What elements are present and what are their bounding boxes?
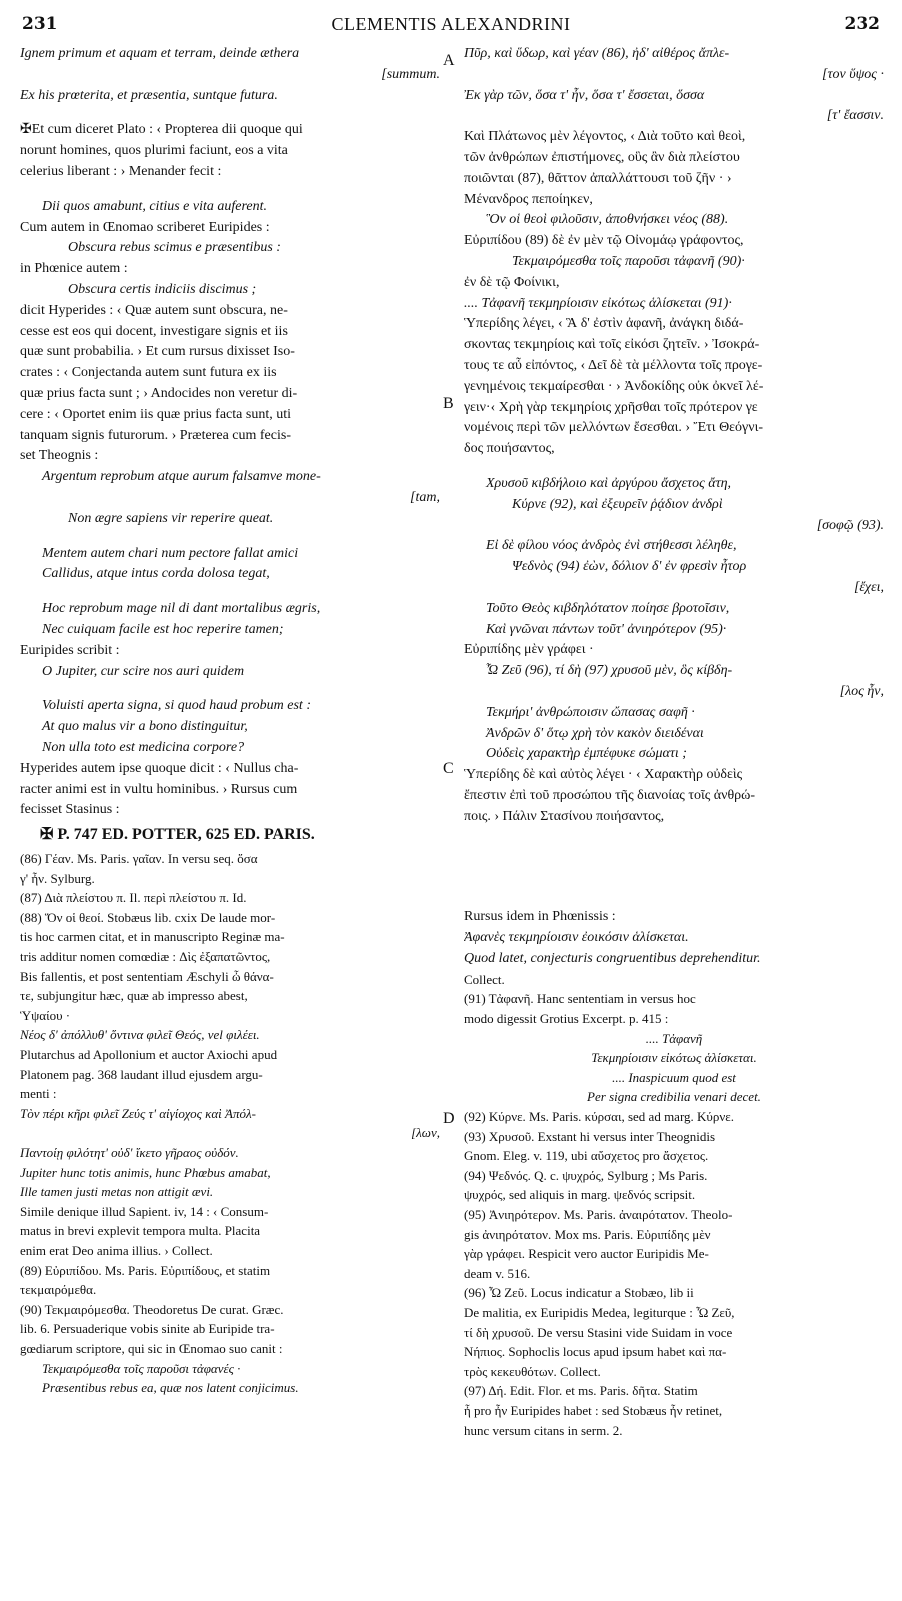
text-line: τῶν ἀνθρώπων ἐπιστήμονες, οὓς ἂν διὰ πλείστου: [464, 149, 740, 165]
text-line: Ὑπερίδης δὲ καὶ αὐτὸς λέγει · ‹ Χαρακτὴρ οὐδεὶς: [464, 767, 743, 783]
footnote-line: Per signa credibilia venari decet.: [587, 1089, 761, 1105]
footnote-line: (86) Γέαν. Ms. Paris. γαῖαν. In versu seq. ὅσα: [20, 851, 258, 867]
footnote-line: Τεκμαιρόμεσθα τοῖς παροῦσι τἀφανές ·: [42, 1360, 241, 1376]
footnote-line: modo digessit Grotius Excerpt. p. 415 :: [464, 1011, 669, 1027]
verse-line: Voluisti aperta signa, si quod haud probum est :: [42, 698, 311, 714]
footnote-line: (88) Ὅν οἱ θεοί. Stobæus lib. cxix De laude mor-: [20, 909, 276, 925]
verse-line: Τεκμήρι' ἀνθρώποισιν ὤπασας σαφῆ ·: [486, 704, 695, 720]
verse-line: [ἔχει,: [853, 579, 884, 595]
footnote-line: (97) Δή. Edit. Flor. et ms. Paris. δῆτα. Statim: [464, 1383, 698, 1399]
footnote-line: enim erat Deo anima illius. › Collect.: [20, 1242, 213, 1258]
footnote-line: τε, subjungitur hæc, quæ ab impresso abest,: [20, 988, 248, 1004]
text-line: cere : ‹ Oportet enim iis quæ prius facta sunt, uti: [20, 406, 291, 422]
footnote-line: Platonem pag. 368 laudant illud ejusdem argu-: [20, 1066, 263, 1082]
text-line: Καὶ Πλάτωνος μὲν λέγοντος, ‹ Διὰ τοῦτο καὶ θεοὶ,: [464, 129, 746, 145]
footnote-line: .... Τἀφανῆ: [645, 1030, 703, 1046]
text-line: τους τε αὖ εἰπόντος, ‹ Δεῖ δὲ τὰ μέλλοντα τοῖς προγε-: [464, 357, 763, 373]
text-line: cesse est eos qui docent, investigare signis et iis: [20, 323, 288, 339]
footnote-line: (91) Τἀφανῆ. Hanc sententiam in versus hoc: [464, 991, 696, 1007]
text-line: γειν·‹ Χρὴ γὰρ τεκμηρίοις χρῆσθαι τοῖς πρότερον γε: [464, 399, 758, 415]
footnote-line: τρὸς κεκευθότων. Collect.: [464, 1363, 601, 1379]
text-line: Rursus idem in Phœnissis :: [464, 909, 616, 925]
text-line: set Theognis :: [20, 448, 99, 464]
text-line: quæ prius facta sunt ; › Andocides non veretur di-: [20, 385, 298, 401]
verse-line: .... Τἀφανῆ τεκμηρίοισιν εἰκότως ἁλίσκεται (91)·: [464, 295, 732, 311]
verse-line: Dii quos amabunt, citius e vita auferent.: [42, 198, 268, 214]
verse-line: Callidus, atque intus corda dolosa tegat,: [42, 566, 270, 582]
verse-line: Ἐκ γὰρ τῶν, ὅσα τ' ἦν, ὅσα τ' ἔσσεται, ὅσσα: [464, 87, 705, 103]
text-line: ✠Et cum diceret Plato : ‹ Propterea dii quoque qui: [20, 122, 303, 138]
verse-line: [tam,: [410, 489, 440, 505]
text-line: Εὐριπίδης μὲν γράφει ·: [464, 642, 594, 658]
text-line: crates : ‹ Conjectanda autem sunt futura ex iis: [20, 365, 277, 381]
verse-line: Non ægre sapiens vir reperire queat.: [68, 510, 274, 526]
footnote-line: matus in brevi explevit tempora multa. Placita: [20, 1223, 261, 1239]
text-line: Ex his prœterita, et præsentia, suntque futura.: [20, 87, 278, 103]
footnote-line: Τὸν πέρι κῆρι φιλεῖ Ζεύς τ' αἰγίοχος καὶ Ἀπόλ-: [20, 1105, 256, 1121]
verse-line: [τον ὕψος ·: [822, 66, 884, 82]
footnote-line: Τεκμηρίοισιν εἰκότως ἁλίσκεται.: [591, 1050, 757, 1066]
text-line: Quod latet, conjecturis congruentibus deprehenditur.: [464, 951, 761, 967]
text-line: ποιῶνται (87), θᾶττον ἀπαλλάττουσι τοῦ ζῆν · ›: [464, 170, 732, 186]
verse-line: [σοφῷ (93).: [816, 517, 884, 533]
footnote-line: (89) Εὐριπίδου. Ms. Paris. Εὐριπίδους, et statim: [20, 1262, 271, 1278]
verse-line: Hoc reprobum mage nil di dant mortalibus ægris,: [42, 601, 321, 617]
text-line: σκοντας τεκμηρίοις καὶ τοῖς εἰκόσι ζητεῖν. › Ἰσοκρά-: [464, 337, 760, 353]
text-line: Ignem primum et aquam et terram, deinde æthera: [20, 46, 300, 61]
text-line: Cum autem in Œnomao scriberet Euripides :: [20, 219, 270, 235]
page-number-left: 231: [22, 14, 58, 34]
text-line: δος ποιήσαντος,: [464, 441, 555, 457]
footnote-line: Jupiter hunc totis animis, hunc Phœbus amabat,: [20, 1164, 271, 1180]
verse-line: Nec cuiquam facile est hoc reperire tamen;: [42, 621, 284, 637]
text-line: Ὑπερίδης λέγει, ‹ Ἃ δ' ἐστὶν ἀφανῆ, ἀνάγκη διδά-: [464, 316, 744, 332]
footnote-line: Νήπιος. Sophoclis locus apud ipsum habet καὶ πα-: [464, 1344, 727, 1360]
text-line: Euripides scribit :: [20, 642, 120, 658]
footnote-line: τί δὴ χρυσοῦ. De versu Stasini vide Suidam in voce: [464, 1324, 733, 1340]
text-line: Μένανδρος πεποίηκεν,: [464, 191, 593, 207]
footnote-line: (92) Κύρνε. Ms. Paris. κύρσαι, sed ad marg. Κύρνε.: [464, 1109, 734, 1125]
text-line: norunt homines, quos plurimi faciunt, eos a vita: [20, 143, 288, 159]
footnote-line: gœdiarum scriptore, qui sic in Œnomao suo canit :: [20, 1340, 283, 1356]
verse-line: Τεκμαιρόμεσθα τοῖς παροῦσι τἀφανῆ (90)·: [512, 253, 745, 269]
margin-mark-c: C: [443, 760, 454, 777]
footnote-line: .... Inaspicuum quod est: [612, 1069, 736, 1085]
footnote-line: ψυχρός, sed aliquis in marg. ψεδνός scripsit.: [464, 1187, 696, 1203]
footnote-line: [λων,: [411, 1125, 440, 1141]
text-line: in Phœnice autem :: [20, 261, 128, 277]
verse-line: [τ' ἔασσιν.: [826, 108, 884, 124]
footnote-line: Ὑψαίου ·: [20, 1007, 71, 1023]
right-column: [464, 44, 884, 1589]
verse-line: Καὶ γνῶναι πάντων τοῦτ' ἀνιηρότερον (95)·: [486, 621, 727, 637]
footnote-line: Simile denique illud Sapient. iv, 14 : ‹ Consum-: [20, 1203, 269, 1219]
verse-line: Ψεδνὸς (94) ἐὼν, δόλιον δ' ἐν φρεσὶν ἦτορ: [512, 559, 747, 575]
verse-line: Mentem autem chari num pectore fallat amici: [42, 545, 299, 561]
footnote-line: De malitia, ex Euripidis Medea, legiturque : Ὦ Ζεῦ,: [464, 1304, 735, 1320]
footnote-line: (87) Διὰ πλείστου π. Il. περὶ πλείστου π. Id.: [20, 890, 247, 906]
footnote-line: Gnom. Eleg. v. 119, ubi αὔσχετος pro ἄσχετος.: [464, 1148, 709, 1164]
footnote-line: tis hoc carmen citat, et in manuscripto Reginæ ma-: [20, 929, 285, 945]
text-line: ἐν δὲ τῷ Φοίνικι,: [464, 274, 560, 290]
footnote-line: Ille tamen justi metas non attigit ævi.: [20, 1184, 214, 1200]
text-line: ἔπεστιν ἐπὶ τοῦ προσώπου τῆς διανοίας τοῖς ἀνθρώ-: [464, 787, 756, 803]
text-line: ποις. › Πάλιν Στασίνου ποιήσαντος,: [464, 808, 665, 824]
footnote-line: deam v. 516.: [464, 1265, 531, 1281]
footnote-line: (90) Τεκμαιρόμεσθα. Theodoretus De curat. Græc.: [20, 1301, 284, 1317]
footnote-line: Νέος δ' ἀπόλλυθ' ὅντινα φιλεῖ Θεός, vel φιλέει.: [20, 1027, 260, 1043]
text-line: Hyperides autem ipse quoque dicit : ‹ Nullus cha-: [20, 760, 299, 776]
verse-line: Χρυσοῦ κιβδήλοιο καὶ ἀργύρου ἄσχετος ἄτη,: [486, 475, 732, 491]
footnote-line: (95) Ἀνιηρότερον. Ms. Paris. ἀναιρότατον. Theolo-: [464, 1207, 733, 1222]
text-line: racter animi est in vultu hominibus. › Rursus cum: [20, 781, 298, 797]
verse-line: Εἰ δὲ φίλου νόος ἀνδρὸς ἐνὶ στήθεσσι λέληθε,: [486, 538, 737, 554]
verse-line: Πῦρ, καὶ ὕδωρ, καὶ γέαν (86), ἠδ' αἰθέρος ἄπλε-: [464, 46, 730, 61]
footnote-line: gis ἀνιηρότατον. Mox ms. Paris. Εὐριπίδης μὲν: [464, 1226, 711, 1242]
footnote-line: (94) Ψεδνός. Q. c. ψυχρός, Sylburg ; Ms Paris.: [464, 1167, 708, 1183]
text-line: quæ sunt probabilia. › Et cum rursus dixisset Iso-: [20, 344, 295, 360]
verse-line: Οὐδεὶς χαρακτὴρ ἐμπέφυκε σώματι ;: [486, 746, 687, 762]
footnote-line: ἦ pro ἦν Euripides habet : sed Stobæus ἦν retinet,: [464, 1402, 723, 1418]
footnote-line: tris additur nomen comœdiæ : Δὶς ἐξαπατῶντος,: [20, 949, 271, 965]
text-line: Ἀφανὲς τεκμηρίοισιν ἐοικόσιν ἁλίσκεται.: [464, 930, 689, 946]
text-line: νομένοις περὶ τῶν μελλόντων ἔσεσθαι. › Ἔτι Θεόγνι-: [464, 420, 763, 436]
footnote-line: (96) Ὦ Ζεῦ. Locus indicatur a Stobæo, lib ii: [464, 1285, 694, 1301]
footnote-line: τεκμαιρόμεθα.: [20, 1282, 97, 1298]
footnote-line: γὰρ γράφει. Respicit vero auctor Euripidis Me-: [464, 1246, 709, 1262]
verse-line: Ἀνδρῶν δ' ὅτῳ χρὴ τὸν κακὸν διειδέναι: [486, 725, 704, 741]
verse-line: Τοῦτο Θεὸς κιβδηλότατον ποίησε βροτοῖσιν,: [486, 600, 730, 616]
footnote-line: Bis fallentis, et post sententiam Æschyli ὦ θάνα-: [20, 968, 274, 984]
footnote-line: Præsentibus rebus ea, quæ nos latent conjicimus.: [42, 1380, 299, 1396]
footnote-line: (93) Χρυσοῦ. Exstant hi versus inter Theognidis: [464, 1128, 716, 1144]
verse-line: Ὦ Ζεῦ (96), τί δὴ (97) χρυσοῦ μὲν, ὃς κίβδη-: [486, 663, 733, 679]
verse-line: Obscura certis indiciis discimus ;: [68, 281, 257, 297]
footnote-line: Collect.: [464, 971, 505, 987]
verse-line: Obscura rebus scimus e præsentibus :: [68, 240, 281, 256]
verse-line: At quo malus vir a bono distinguitur,: [42, 719, 248, 735]
footnote-line: Παντοίῃ φιλότητ' οὐδ' ἵκετο γῆραος οὐδόν.: [20, 1145, 239, 1160]
margin-mark-b: B: [443, 395, 454, 412]
footnote-line: menti :: [20, 1086, 57, 1102]
running-title: CLEMENTIS ALEXANDRINI: [331, 14, 571, 34]
text-line: tanquam signis futurorum. › Præterea cum fecis-: [20, 427, 291, 443]
verse-line: Ὃν οἱ θεοὶ φιλοῦσιν, ἀποθνήσκει νέος (88).: [486, 212, 729, 228]
margin-mark-d: D: [443, 1110, 455, 1127]
verse-line: O Jupiter, cur scire nos auri quidem: [42, 663, 245, 679]
text-line: dicit Hyperides : ‹ Quæ autem sunt obscura, ne-: [20, 302, 288, 318]
footnote-line: lib. 6. Persuaderique vobis sinite ab Euripide tra-: [20, 1321, 275, 1337]
text-line: fecisset Stasinus :: [20, 802, 120, 818]
text-line: celerius liberant : › Menander fecit :: [20, 163, 222, 179]
left-column: [20, 44, 440, 1589]
footnote-line: hunc versum citans in serm. 2.: [464, 1422, 623, 1438]
edition-page-reference: ✠ P. 747 ED. POTTER, 625 ED. PARIS.: [40, 826, 315, 844]
verse-line: Argentum reprobum atque aurum falsamve mone-: [42, 469, 321, 485]
text-line: Εὐριπίδου (89) δὲ ἐν μὲν τῷ Οἰνομάῳ γράφοντος,: [464, 233, 744, 249]
footnote-line: Plutarchus ad Apollonium et auctor Axiochi apud: [20, 1047, 278, 1063]
page-number-right: 232: [844, 14, 880, 34]
margin-mark-a: A: [443, 52, 455, 69]
text-line: γενημένοις τεκμαίρεσθαι · › Ἀνδοκίδης οὐκ ὀκνεῖ λέ-: [464, 378, 764, 394]
verse-line: Non ulla toto est medicina corpore?: [42, 739, 245, 755]
page-header: [0, 14, 902, 38]
verse-line: Κύρνε (92), καὶ ἐξευρεῖν ῥᾴδιον ἀνδρὶ: [512, 496, 723, 512]
text-line: [summum.: [381, 66, 440, 82]
footnote-line: γ' ἦν. Sylburg.: [20, 870, 95, 886]
verse-line: [λος ἦν,: [839, 683, 884, 699]
